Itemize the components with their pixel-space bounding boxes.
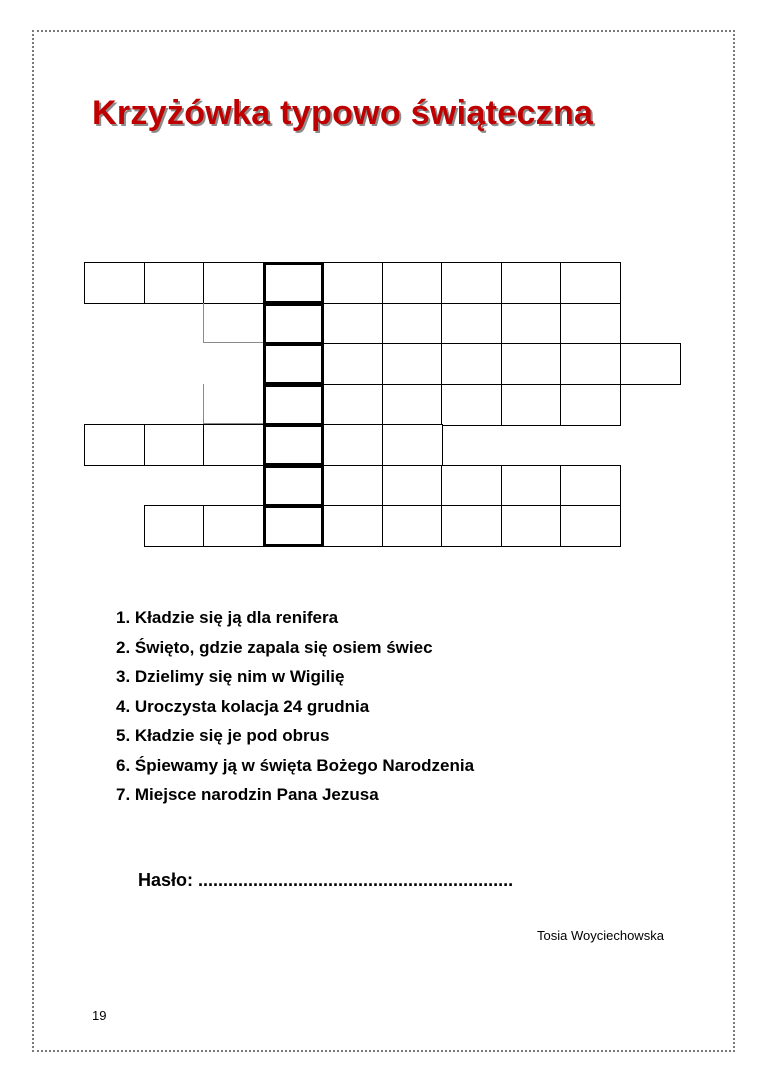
crossword-cell[interactable] [382,505,443,547]
clue-list [116,603,474,810]
crossword-cell[interactable] [441,303,502,345]
crossword-cell[interactable] [382,384,443,426]
crossword-cell[interactable] [501,465,562,507]
password-cell[interactable] [263,465,324,507]
crossword-cell[interactable] [84,424,145,466]
author-name: Tosia Woyciechowska [537,928,664,943]
crossword-cell[interactable] [560,262,621,304]
crossword-cell[interactable] [203,424,264,466]
crossword-cell[interactable] [382,465,443,507]
crossword-cell[interactable] [441,465,502,507]
crossword-cell[interactable] [382,424,443,466]
crossword-cell[interactable] [560,384,621,426]
crossword-cell[interactable] [501,303,562,345]
clue-item: 4. Uroczysta kolacja 24 grudnia [116,696,370,716]
crossword-cell[interactable] [560,343,621,385]
crossword-cell[interactable] [441,262,502,304]
crossword-cell[interactable] [322,303,383,345]
crossword-cell[interactable] [441,343,502,385]
page-title: Krzyżówka typowo świąteczna [92,94,594,132]
crossword-cell[interactable] [382,343,443,385]
crossword-cell[interactable] [144,505,205,547]
crossword-cell[interactable] [501,505,562,547]
faint-guide-line [203,384,263,425]
crossword-cell[interactable] [144,424,205,466]
crossword-grid [84,262,680,546]
crossword-cell[interactable] [322,465,383,507]
crossword-cell[interactable] [322,343,383,385]
crossword-cell[interactable] [84,262,145,304]
crossword-cell[interactable] [322,424,383,466]
crossword-cell[interactable] [560,303,621,345]
password-cell[interactable] [263,505,324,547]
password-cell[interactable] [263,384,324,426]
password-cell[interactable] [263,343,324,385]
clue-item: 7. Miejsce narodzin Pana Jezusa [116,785,379,804]
faint-guide-line [203,303,263,344]
crossword-cell[interactable] [382,262,443,304]
crossword-cell[interactable] [560,465,621,507]
password-cell[interactable] [263,303,324,345]
password-line: Hasło: ............................................................... [138,870,514,890]
crossword-cell[interactable] [501,262,562,304]
crossword-cell[interactable] [620,343,681,385]
crossword-cell[interactable] [203,262,264,304]
clue-item: 1. Kładzie się ją dla renifera [116,608,339,627]
clue-item: 5. Kładzie się je pod obrus [116,726,330,745]
crossword-cell[interactable] [441,384,502,426]
crossword-cell[interactable] [501,384,562,426]
page-number: 19 [92,1008,107,1023]
clue-item: 6. Śpiewamy ją w święta Bożego Narodzenia [116,755,475,775]
crossword-cell[interactable] [560,505,621,547]
crossword-cell[interactable] [382,303,443,345]
clue-item: 2. Święto, gdzie zapala się osiem świec [116,637,433,657]
crossword-cell[interactable] [322,505,383,547]
password-cell[interactable] [263,424,324,466]
crossword-cell[interactable] [441,505,502,547]
crossword-cell[interactable] [203,505,264,547]
crossword-cell[interactable] [144,262,205,304]
password-cell[interactable] [263,262,324,304]
clue-item: 3. Dzielimy się nim w Wigilię [116,667,345,686]
crossword-cell[interactable] [322,262,383,304]
crossword-cell[interactable] [501,343,562,385]
crossword-cell[interactable] [322,384,383,426]
